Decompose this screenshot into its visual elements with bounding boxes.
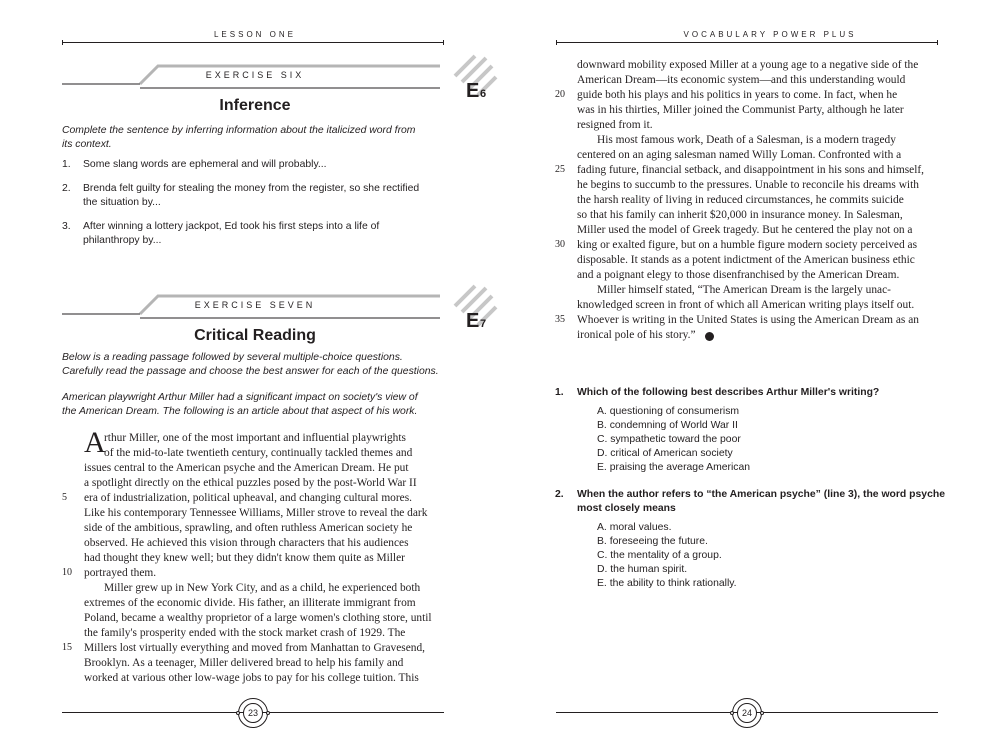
intro-line: American playwright Arthur Miller had a significant impact on society's view of [62, 392, 418, 403]
line-number: 5 [62, 492, 67, 503]
line-number: 20 [555, 89, 565, 100]
inference-item-3 [62, 220, 462, 250]
question-stem: When the author refers to “the American psyche” (line 3), the word psyche [577, 489, 945, 500]
exercise-six-title: Inference [219, 97, 291, 114]
item-text: Some slang words are ephemeral and will probably... [83, 159, 327, 170]
passage-line: worked at various other low-wage jobs to pay for his college tuition. This [84, 672, 419, 684]
item-text: philanthropy by... [83, 235, 162, 246]
passage-line: ironical pole of his story.” [577, 329, 696, 341]
answer-option[interactable]: E. the ability to think rationally. [597, 578, 737, 589]
line-number: 10 [62, 567, 72, 578]
badge-number: 7 [480, 318, 487, 330]
header-rule [556, 42, 938, 43]
answer-option[interactable]: B. foreseeing the future. [597, 536, 708, 547]
exercise-seven-title: Critical Reading [194, 327, 316, 344]
passage-line: Miller himself stated, “The American Dream is the largely unac- [597, 284, 891, 296]
passage-line: of the mid-to-late twentieth century, continually tackled themes and [104, 447, 413, 459]
instruction-line: Below is a reading passage followed by several multiple-choice questions. [62, 352, 403, 363]
question-stem: most closely means [577, 503, 676, 514]
right-page [500, 0, 1000, 750]
item-number: 3. [62, 221, 71, 232]
passage-line: observed. He achieved this vision through characters that his audiences [84, 537, 409, 549]
answer-option[interactable]: D. critical of American society [597, 448, 733, 459]
passage-line: guide both his plays and his politics in years to come. In fact, when he [577, 89, 898, 101]
answer-option[interactable]: C. the mentality of a group. [597, 550, 722, 561]
page-number-badge [732, 698, 762, 728]
answer-option[interactable]: C. sympathetic toward the poor [597, 434, 741, 445]
passage-line: a spotlight directly on the ethical puzzles posed by the post-World War II [84, 477, 417, 489]
line-number: 30 [555, 239, 565, 250]
ornament-dot-icon [236, 711, 240, 715]
exercise-seven-label: EXERCISE SEVEN [194, 300, 316, 310]
passage-line: so that his family can inherit $20,000 in insurance money. In Salesman, [577, 209, 903, 221]
page-number: 23 [243, 703, 263, 723]
ornament-dot-icon [730, 711, 734, 715]
exercise-seven-instructions [62, 351, 439, 379]
passage-line: centered on an aging salesman named Willy Loman. Confronted with a [577, 149, 902, 161]
instruction-line: Carefully read the passage and choose the best answer for each of the questions. [62, 366, 439, 377]
passage-line: issues central to the American psyche and the American Dream. He put [84, 462, 409, 474]
passage-line: side of the ambitious, sprawling, and often ruthless American society he [84, 522, 413, 534]
question-number: 1. [555, 387, 564, 398]
item-text: the situation by... [83, 197, 161, 208]
answer-option[interactable]: B. condemning of World War II [597, 420, 738, 431]
instruction-line: Complete the sentence by inferring information about the italicized word from [62, 125, 416, 136]
answer-option[interactable]: E. praising the average American [597, 462, 751, 473]
exercise-six-label: EXERCISE SIX [205, 70, 305, 80]
line-number: 25 [555, 164, 565, 175]
passage-line: Whoever is writing in the United States is using the American Dream as an [577, 314, 919, 326]
item-number: 2. [62, 183, 71, 194]
ornament-dot-icon [760, 711, 764, 715]
badge-number: 6 [480, 88, 487, 100]
item-number: 1. [62, 159, 71, 170]
drop-cap: A [84, 426, 106, 459]
passage-line: resigned from it. [577, 119, 653, 131]
passage-line: Millers lost virtually everything and moved from Manhattan to Gravesend, [84, 642, 426, 654]
instruction-line: its context. [62, 139, 112, 150]
intro-line: the American Dream. The following is an article about that aspect of his work. [62, 406, 418, 417]
badge-letter: E [466, 80, 480, 102]
passage-line: rthur Miller, one of the most important and influential playwrights [104, 432, 406, 444]
ornament-dot-icon [266, 711, 270, 715]
passage-line: and a poignant elegy to those disenfranchised by the American Dream. [577, 269, 900, 281]
passage-intro [62, 391, 418, 419]
item-text: After winning a lottery jackpot, Ed took his first steps into a life of [83, 221, 380, 232]
line-number: 35 [555, 314, 565, 325]
question-number: 2. [555, 489, 564, 500]
passage-line: Brooklyn. As a teenager, Miller delivered bread to help his family and [84, 657, 404, 669]
passage-line: disposable. It stands as a potent indictment of the American business ethic [577, 254, 915, 266]
passage-line: American Dream—its economic system—and this understanding would [577, 74, 906, 86]
passage-line: extremes of the economic divide. His father, an illiterate immigrant from [84, 597, 416, 609]
passage-line: knowledged screen in front of which all American writing plays itself out. [577, 299, 915, 311]
passage-line: the harsh reality of living in reduced circumstances, he commits suicide [577, 194, 904, 206]
item-text: Brenda felt guilty for stealing the money from the register, so she rectified [83, 183, 420, 194]
answer-option[interactable]: A. questioning of consumerism [597, 406, 740, 417]
answer-option[interactable]: D. the human spirit. [597, 564, 688, 575]
passage-line: era of industrialization, political upheaval, and changing cultural mores. [84, 492, 413, 504]
running-head: VOCABULARY POWER PLUS [683, 30, 857, 39]
exercise-six-instructions [62, 124, 415, 152]
passage-line: was in his thirties, Miller joined the Communist Party, although he later [577, 104, 904, 116]
passage-line: had thought they knew well; but they didn't know them quite as Miller [84, 552, 405, 564]
page-number: 24 [737, 703, 757, 723]
passage-line: Miller grew up in New York City, and as a child, he experienced both [104, 582, 421, 594]
page-number-badge [238, 698, 268, 728]
badge-letter: E [466, 310, 480, 332]
passage-line: he begins to succumb to the pressures. Unable to reconcile his dreams with [577, 179, 919, 191]
passage-line: the family's prosperity ended with the stock market crash of 1929. The [84, 627, 406, 639]
inference-item-1 [62, 158, 462, 174]
line-number: 15 [62, 642, 72, 653]
end-mark-icon [705, 332, 714, 341]
passage-line: Poland, became a wealthy proprietor of a large women's clothing store, until [84, 612, 432, 624]
passage-line: His most famous work, Death of a Salesman, is a modern tragedy [597, 134, 896, 146]
passage-line: Miller used the model of Greek tragedy. But he centered the play not on a [577, 224, 913, 236]
passage-line: fading future, financial setback, and disappointment in his sons and himself, [577, 164, 925, 176]
passage-line: portrayed them. [84, 567, 157, 579]
inference-item-2 [62, 182, 462, 212]
passage-line: downward mobility exposed Miller at a young age to a negative side of the [577, 59, 919, 71]
passage-line: Like his contemporary Tennessee Williams, Miller strove to reveal the dark [84, 507, 428, 519]
question-stem: Which of the following best describes Arthur Miller's writing? [577, 387, 880, 398]
running-head: LESSON ONE [213, 30, 296, 39]
answer-option[interactable]: A. moral values. [597, 522, 672, 533]
passage-line: king or exalted figure, but on a humble figure modern society perceived as [577, 239, 918, 251]
